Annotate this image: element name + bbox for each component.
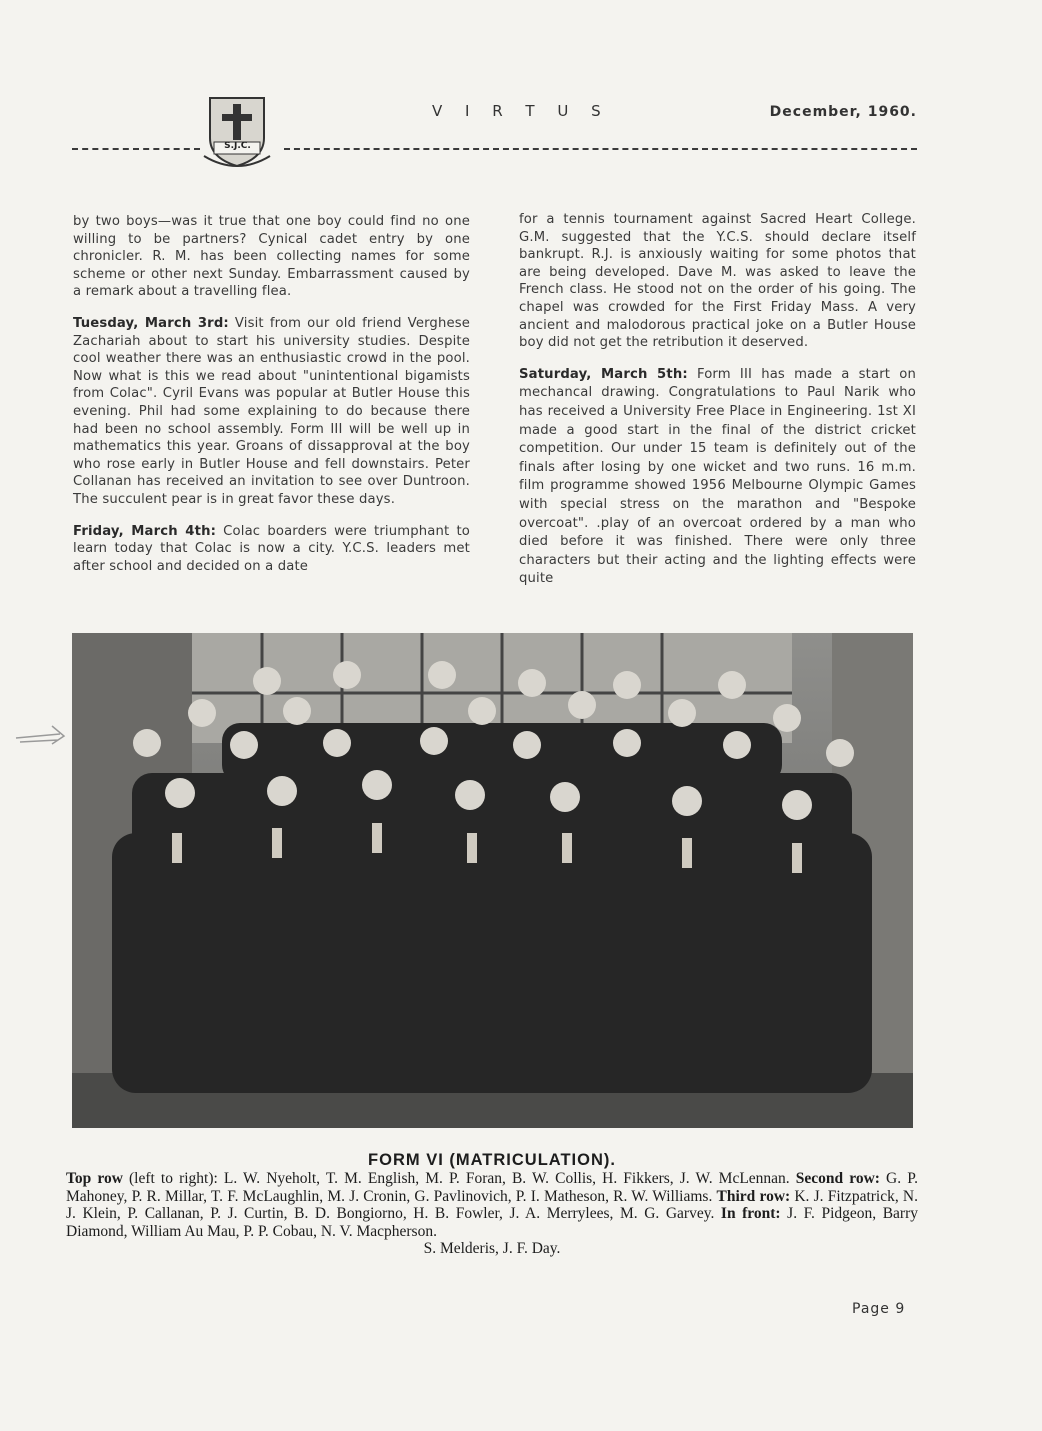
group-photo-image — [72, 633, 913, 1128]
page-header — [72, 90, 917, 180]
hand-drawn-arrow-icon — [14, 722, 70, 750]
header-rule-right — [284, 148, 917, 150]
caption-label-second-row: Second row: — [795, 1170, 880, 1188]
photo-caption — [66, 1152, 918, 1257]
caption-last-line: S. Melderis, J. F. Day. — [423, 1240, 561, 1258]
caption-top-row-names: (left to right): L. W. Nyeholt, T. M. English, M. P. Foran, B. W. Collis, H. Fikkers, J. W. McLennan. — [122, 1170, 796, 1188]
page-number: Page 9 — [852, 1301, 906, 1317]
article-column-right — [519, 211, 916, 603]
day-heading-friday: Friday, March 4th: — [73, 523, 217, 539]
issue-date: December, 1960. — [769, 104, 917, 120]
day-heading-tuesday: Tuesday, March 3rd: — [73, 315, 229, 331]
header-rule-left — [72, 148, 200, 150]
day-heading-saturday: Saturday, March 5th: — [519, 366, 688, 382]
crest-initials: S.J.C. — [224, 141, 251, 151]
paragraph-tuesday-text: Visit from our old friend Verghese Zachariah about to start his university studies. Despite cool weather there was an enthusiastic crowd in the pool. Now what is this we read about "unintentional bigamists from Colac". Cyril Evans was popular at Butler House this evening. Phil had some explaining to do because there had been no school assembly. Form III will be well up in mathematics this year. Groans of dissapproval at the boy who rose early in Butler House and fell downstairs. Peter Collanan has received an invitation to see over Duntroon. The succulent pear is in great favor these days. — [73, 315, 470, 507]
class-group-photo — [72, 633, 913, 1128]
paragraph-friday-text: Colac boarders were triumphant to learn today that Colac is now a city. Y.C.S. leaders met after school and decided on a date — [73, 523, 470, 574]
paragraph-friday — [73, 523, 470, 576]
paragraph-saturday — [519, 366, 916, 589]
caption-label-front-row: In front: — [720, 1205, 781, 1223]
paragraph-saturday-text: Form III has made a start on mechancal drawing. Congratulations to Paul Narik who has received a University Free Place in Engineering. 1st XI made a good start in the final of the district cricket competition. Our under 15 team is definitely out of the finals after losing by one wicket and two runs. 16 m.m. film programme showed 1956 Melbourne Olympic Games with special stress on the marathon and "Bespoke overcoat". .play of an overcoat ordered by a man who died before it was finished. There were only three characters but their acting and the lighting effects were quite — [519, 366, 916, 587]
article-column-left — [73, 213, 470, 589]
caption-names — [66, 1170, 918, 1240]
caption-title: FORM VI (MATRICULATION). — [368, 1151, 616, 1169]
caption-label-top-row: Top row — [66, 1170, 123, 1188]
caption-third-row-names: K. J. Fitzpatrick, N. J. Klein, P. Callanan, P. J. Curtin, B. D. Bongiorno, H. B. Fowler, J. A. Merrylees, M. G. Garvey. — [66, 1187, 918, 1223]
paragraph-tuesday — [73, 315, 470, 509]
school-crest-icon — [202, 92, 272, 170]
paragraph-continued: for a tennis tournament against Sacred Heart College. G.M. suggested that the Y.C.S. should declare itself bankrupt. R.J. is anxiously waiting for some photos that are being developed. Dave M. was asked to leave the French class. He stood not on the order of his going. The chapel was crowded for the First Friday Mass. A very ancient and malodorous practical joke on a Butler House boy did not get the retribution it deserved. — [519, 212, 916, 351]
caption-second-row-names: G. P. Mahoney, P. R. Millar, T. F. McLaughlin, M. J. Cronin, G. Pavlinovich, P. I. Matheson, R. W. Williams. — [66, 1170, 918, 1205]
publication-title: V I R T U S — [432, 102, 610, 120]
caption-front-row-names: J. F. Pidgeon, Barry Diamond, William Au Mau, P. P. Cobau, N. V. Macpherson. — [66, 1205, 919, 1240]
caption-label-third-row: Third row: — [716, 1187, 791, 1205]
paragraph-intro: by two boys—was it true that one boy could find no one willing to be partners? Cynical cadet entry by one chronicler. R. M. has been collecting names for some scheme or other next Sunday. Embarrassment caused by a remark about a travelling flea. — [73, 214, 470, 300]
